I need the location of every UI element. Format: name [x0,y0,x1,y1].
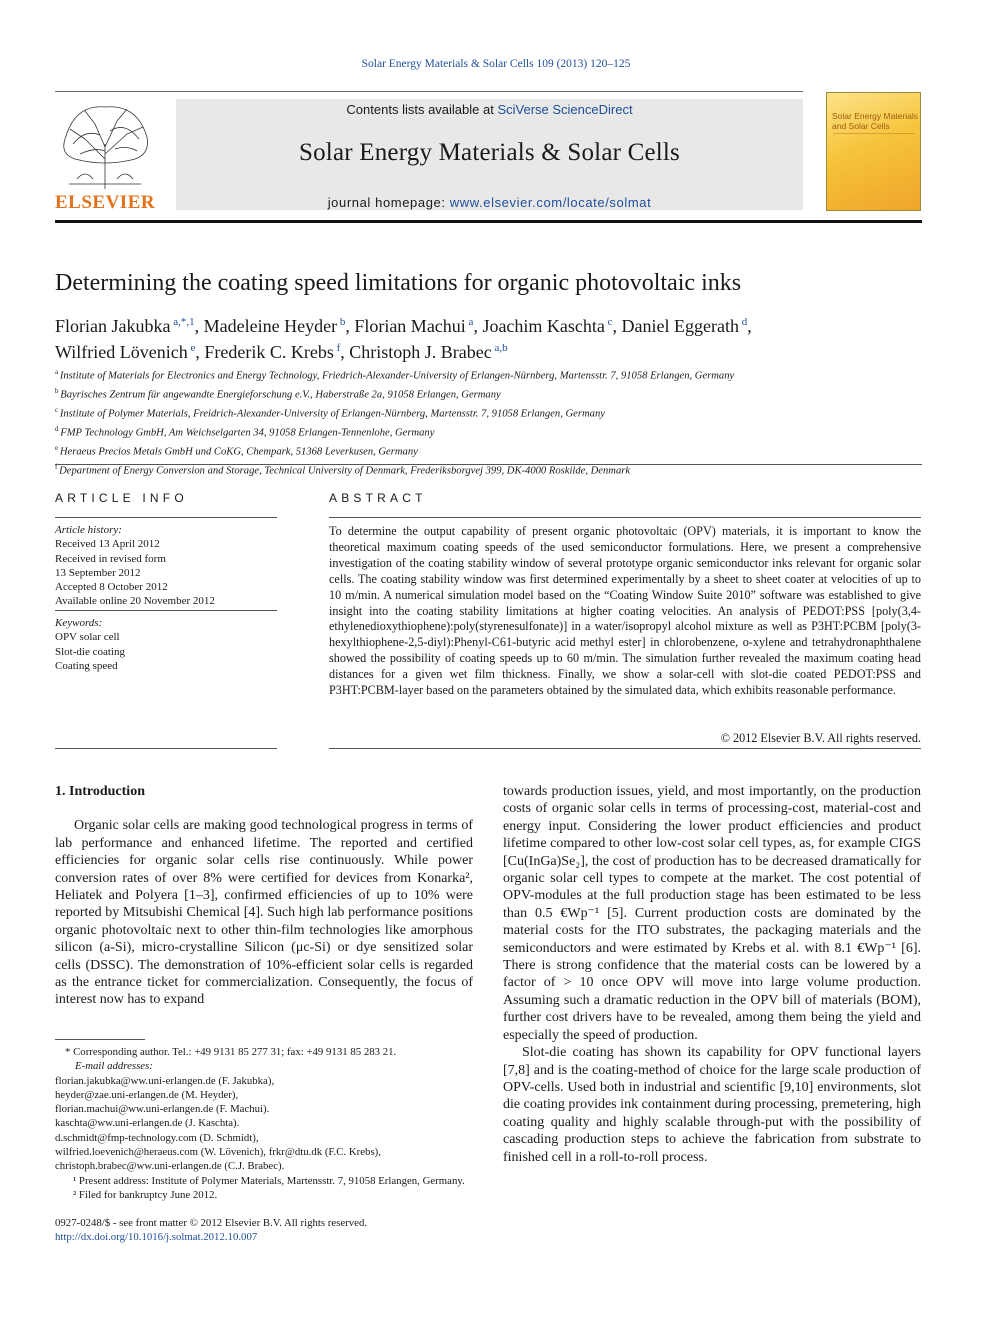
header-thick-rule [55,220,922,223]
author-separator: , [194,316,204,336]
footnote-2: ² Filed for bankruptcy June 2012. [73,1188,218,1201]
affiliation-mark: b [55,386,61,395]
history-entry: Available online 20 November 2012 [55,595,215,608]
author-affiliation-mark[interactable]: a,*,1 [170,316,195,328]
affiliation-item [55,460,922,479]
author-affiliation-mark[interactable]: a [465,316,474,328]
affiliation-text: Institute of Polymer Materials, Freidrich-Alexander-University of Erlangen-Nürnberg, Martensstr. 7, 91058 Erlangen, Germany [59,408,605,420]
corresponding-author-note: * Corresponding author. Tel.: +49 9131 85 277 31; fax: +49 9131 85 283 21. [65,1046,397,1058]
author-affiliation-mark[interactable]: c [604,316,613,328]
front-matter-rule [55,464,922,465]
author-separator: , [195,342,205,362]
footnotes [55,1045,473,1202]
journal-name: Solar Energy Materials & Solar Cells [299,139,680,166]
keyword-item: Coating speed [55,659,118,672]
affiliation-text: Heraeus Precios Metals GmbH und CoKG, Chempark, 51368 Leverkusen, Germany [59,446,418,458]
author-name: Florian Machui [354,316,466,336]
history-entry: 13 September 2012 [55,566,141,579]
history-entry: Accepted 8 October 2012 [55,581,168,594]
affiliation-text: Department of Energy Conversion and Storage, Technical University of Denmark, Frederiksborgvej 399, DK-4000 Roskilde, Denmark [59,465,631,477]
keywords-label: Keywords: [55,617,103,629]
author-separator: , [473,316,483,336]
homepage-prefix: journal homepage: [327,195,450,210]
article-info-rule-top [55,517,277,518]
email-entry[interactable]: florian.machui@ww.uni-erlangen.de (F. Machui). [55,1103,270,1116]
doi-link[interactable]: http://dx.doi.org/10.1016/j.solmat.2012.10.007 [55,1231,258,1244]
intro-paragraph-1-continued: towards production issues, yield, and most importantly, on the production costs of organic solar cells in terms of processing-cost, material-cost and energy input. Considering the lower product efficiencies and product lifetime compared to other low-cost solar cell types, as, for example CIGS [Cu(InGa)Se₂], the cost of production has to be decreased dramatically for organic solar cell types to compete at the market. The cost potential of OPV-modules at the full production stage has been estimated to be less than 0.5 €Wp⁻¹ [5]. Current production costs are dominated by the material costs for the ITO substrates, the packaging materials and the semiconductors and were estimated by Krebs et al. with 8.1 €Wp⁻¹ [6]. There is strong confidence that the material costs can be lowered by a factor of > 10 once OPV will move into large volume production. Assuming such a dramatic reduction in the OPV bill of materials (BOM), further cost drivers have to be revealed, among them being the yield and especially the speed of production. [503,784,921,1043]
author-affiliation-mark[interactable]: f [333,342,341,354]
header-top-rule [55,91,803,92]
author-name: Christoph J. Brabec [349,342,492,362]
affiliation-text: FMP Technology GmbH, Am Weichselgarten 34, 91058 Erlangen-Tennenlohe, Germany [60,427,435,439]
history-list [55,537,277,608]
cover-title: Solar Energy Materials and Solar Cells [832,111,918,131]
author-separator: , [612,316,622,336]
keywords-block [55,616,277,673]
history-entry: Received 13 April 2012 [55,538,160,551]
body-right-column [503,783,921,1166]
history-entry: Received in revised form [55,552,166,565]
contents-line [176,102,803,117]
affiliation-item [55,403,922,422]
homepage-link[interactable]: www.elsevier.com/locate/solmat [449,195,652,210]
keyword-item: OPV solar cell [55,631,120,644]
affiliation-mark: d [55,424,61,433]
abstract-rule-bottom [329,748,921,749]
footnote-1: ¹ Present address: Institute of Polymer Materials, Martensstr. 7, 91058 Erlangen, Germany. [73,1174,465,1187]
cover-divider [833,133,915,134]
keyword-list [55,630,277,673]
email-entry[interactable]: kaschta@ww.uni-erlangen.de (J. Kaschta). [55,1117,240,1130]
sciencedirect-link[interactable]: SciVerse ScienceDirect [497,102,633,117]
author-list [55,311,922,363]
article-info-heading: ARTICLE INFO [55,491,188,505]
author-name: Daniel Eggerath [621,316,739,336]
author-affiliation-mark[interactable]: e [187,342,196,354]
affiliation-mark: f [55,462,60,471]
affiliation-item [55,422,922,441]
author-affiliation-mark[interactable]: d [739,316,748,328]
abstract-rule-top [329,517,921,518]
affiliation-text: Bayrisches Zentrum für angewandte Energieforschung e.V., Haberstraße 2a, 91058 Erlangen, Germany [60,389,501,401]
contents-prefix: Contents lists available at [346,102,498,117]
issn-line: 0927-0248/$ - see front matter © 2012 Elsevier B.V. All rights reserved. [55,1217,368,1229]
author-separator: , [340,342,350,362]
abstract-heading: ABSTRACT [329,491,427,505]
article-info-rule-mid [55,610,277,611]
affiliation-item [55,384,922,403]
affiliation-mark: e [55,443,60,452]
email-entry[interactable]: christoph.brabec@ww.uni-erlangen.de (C.J. Brabec). [55,1160,285,1173]
author-name: Florian Jakubka [55,316,171,336]
keyword-item: Slot-die coating [55,645,125,658]
author-name: Frederik C. Krebs [204,342,334,362]
email-list [55,1074,473,1174]
author-name: Wilfried Lövenich [55,342,188,362]
article-info-rule-bottom [55,748,277,749]
author-name: Madeleine Heyder [203,316,338,336]
email-entry[interactable]: d.schmidt@fmp-technology.com (D. Schmidt), [55,1131,259,1144]
history-label: Article history: [55,524,122,536]
journal-reference[interactable]: Solar Energy Materials & Solar Cells 109 (2013) 120–125 [361,58,631,70]
affiliation-mark: c [55,405,60,414]
email-entry[interactable]: florian.jakubka@ww.uni-erlangen.de (F. Jakubka), [55,1074,275,1087]
copyright-line: © 2012 Elsevier B.V. All rights reserved. [720,731,921,745]
author-name: Joachim Kaschta [482,316,605,336]
article-history [55,523,277,609]
section-heading-introduction: 1. Introduction [55,784,145,799]
author-affiliation-mark[interactable]: a,b [491,342,508,354]
abstract-text: To determine the output capability of present organic photovoltaic (OPV) materials, it is important to know the theoretical maximum coating speeds of the used semiconductor formulations. Here, we present a comprehensive investigation of the coating stability window of several prototype organic semiconductor inks relevant for organic solar cells. The coating stability window was first determined experimentally by a sheet to sheet coater at velocities of up to 10 m/min. A numerical simulation model based on the “Coating Window Suite 2010” software was established to give insight into the coating stability limitations at higher coating velocities. An analysis of PEDOT:PSS [poly(3,4-ethylenedioxythiophene):poly(styrenesulfonate)] in a water/isopropyl alcohol mixture as well as P3HT:PCBM [poly(3-hexylthiophene-2,5-diyl):Phenyl-C61-butyric acid methyl ester] in chlorobenzene, o-xylene and tetrahydronaphthalene showed the possibility of coating speeds up to 60 m/min. The simulation further revealed the maximum coating head distances for a given wet film thickness. Finally, we show a solar-cell with slot-die coated PEDOT:PSS and P3HT:PCBM-layer based on the parameters obtained by the simulated data, which exhibits reasonable performance. [329,524,921,698]
affiliation-item [55,365,922,384]
elsevier-wordmark[interactable]: ELSEVIER [55,192,156,213]
affiliation-mark: a [55,368,60,376]
affiliation-list [55,365,922,479]
journal-cover-thumbnail[interactable] [826,92,921,211]
email-entry[interactable]: heyder@zae.uni-erlangen.de (M. Heyder), [55,1088,239,1101]
author-separator: , [747,316,752,336]
affiliation-text: Institute of Materials for Electronics and Energy Technology, Friedrich-Alexander-University of Erlangen-Nürnberg, Martensstr. 7, 91058 Erlangen, Germany [59,370,735,382]
intro-paragraph-2: Slot-die coating has shown its capability for OPV functional layers [7,8] and is the coating-method of choice for the large scale production of OPV-cells. Used both in industrial and scientific [9,10] environments, slot die coating provides ink containment during processing, premetering, high coating quality and highly scalable through-put with the possibility of cascading production steps to achieve the fabrication from substrate to finished cell in a roll-to-roll process. [503,1045,921,1165]
email-entry[interactable]: wilfried.loevenich@heraeus.com (W. Lövenich), frkr@dtu.dk (F.C. Krebs), [55,1146,381,1159]
footnote-rule [55,1039,145,1040]
affiliation-item [55,441,922,460]
body-left-column [55,783,473,1009]
author-separator: , [345,316,355,336]
email-label: E-mail addresses: [75,1060,153,1073]
issn-doi-block [55,1216,473,1245]
homepage-line [176,195,803,210]
article-title: Determining the coating speed limitations for organic photovoltaic inks [55,270,742,296]
author-affiliation-mark[interactable]: b [337,316,346,328]
intro-paragraph-1: Organic solar cells are making good technological progress in terms of lab performance and enhanced lifetime. The reported and certified efficiencies for organic solar cells rise continuously. While power conversion rates of over 8% were certified for devices from Konarka², Heliatek and Polyera [1–3], confirmed efficiencies of up to 10% were reported by Mitsubishi Chemical [4]. Such high lab performance positions organic photovoltaic next to other thin-film technologies like amorphous silicon (a-Si), micro-crystalline Silicon (μc-Si) or dye sensitized solar cells (DSSC). The demonstration of 10%-efficient solar cells is regarded as the entrance ticket for commercialization. Consequently, the focus of interest now has to expand [55,818,473,1008]
